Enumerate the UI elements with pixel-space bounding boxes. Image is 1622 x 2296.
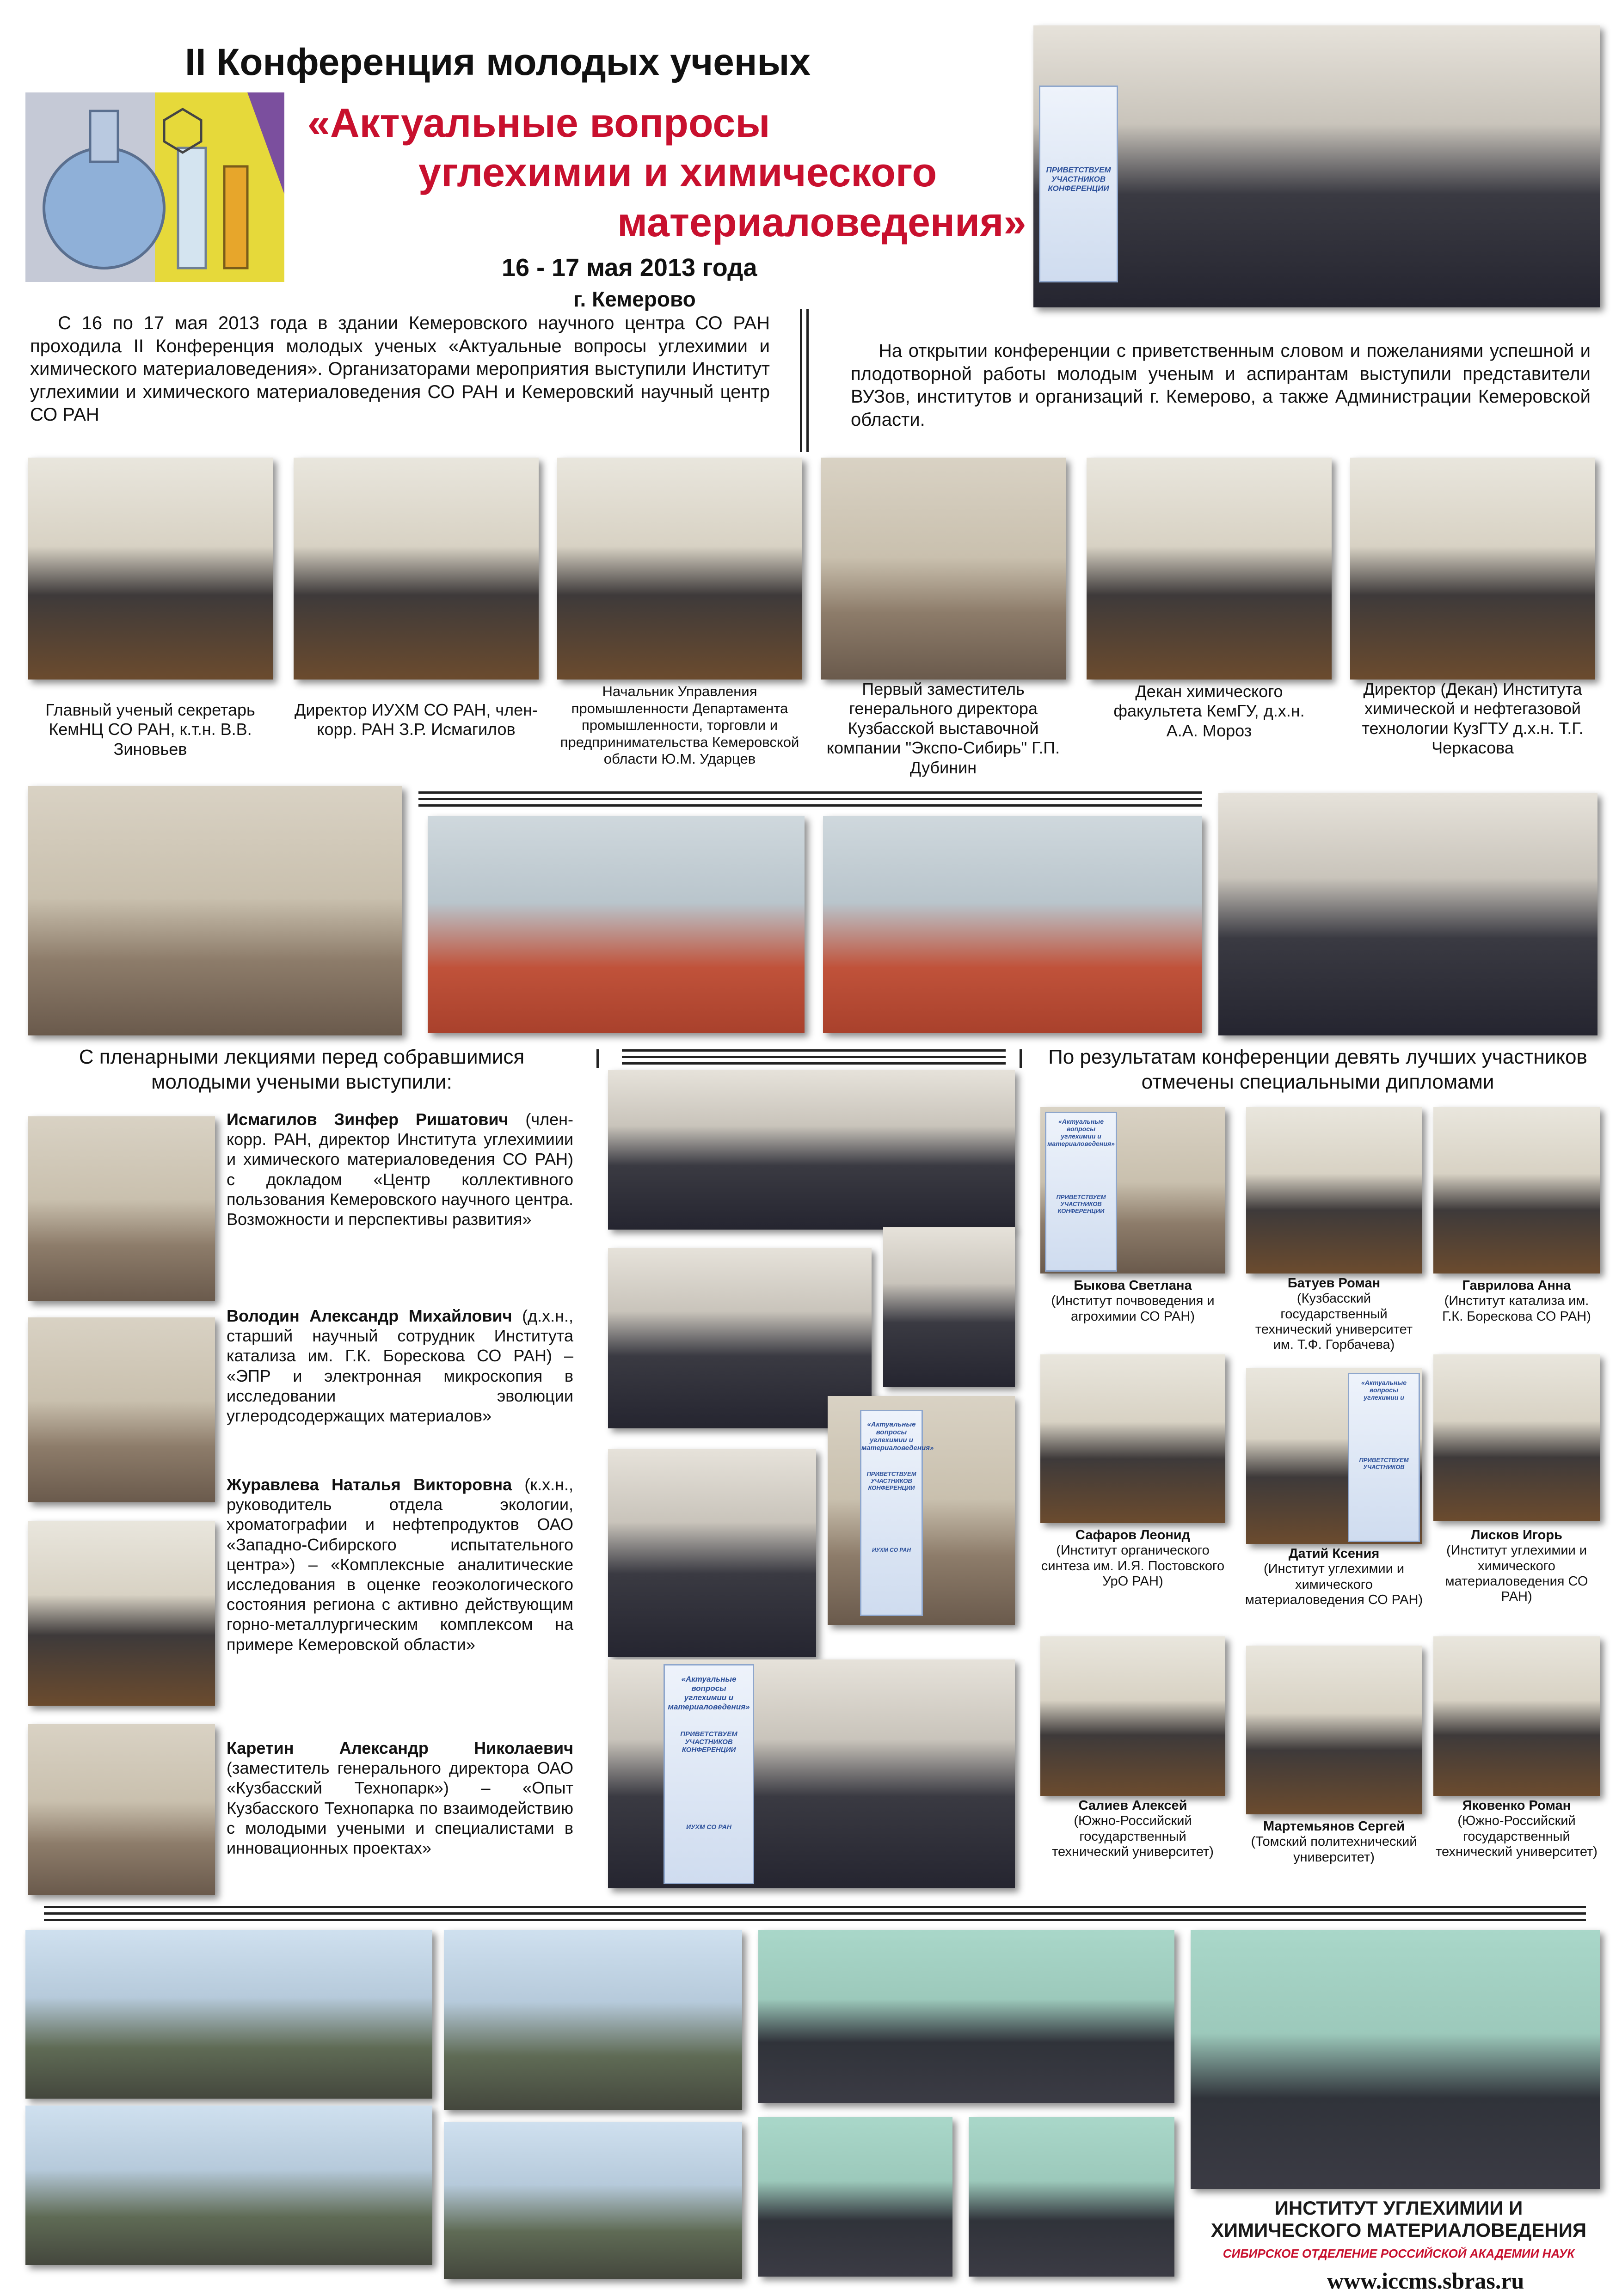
lecture-item-2 <box>227 1306 573 1426</box>
speaker-caption-3: Начальник Управления промышленности Департамента промышленности, торговли и предпринимательства Кемеровской области Ю.М. Ударцев <box>560 683 799 767</box>
collage-photo-5 <box>828 1396 1015 1625</box>
winner-caption-9 <box>1433 1798 1600 1860</box>
divider-vertical-2 <box>806 309 809 452</box>
winner-caption-8 <box>1246 1819 1422 1865</box>
winner-caption-4 <box>1040 1528 1225 1589</box>
conference-banner: «Актуальные вопросы углехимии и материаловедения» ПРИВЕТСТВУЕМ УЧАСТНИКОВ КОНФЕРЕНЦИИ ИУХМ СО РАН <box>664 1664 754 1884</box>
lecture-description: (член-корр. РАН, директор Института углехимиии и химического материаловедения СО РАН) с докладом «Центр коллективного пользования Кемеровского научного центра. Возможности и перспективы развития» <box>227 1110 573 1229</box>
intro-text-left: С 16 по 17 мая 2013 года в здании Кемеровского научного центра СО РАН проходила II Конференция молодых ученых «Актуальные вопросы углехимии и химического материаловедения». Организаторами мероприятия выступили Институт углехимии и химического материаловедения СО РАН и Кемеровский научный центр СО РАН <box>30 313 770 425</box>
winner-caption-7 <box>1040 1798 1225 1860</box>
collage-photo-4 <box>608 1449 816 1657</box>
bottom-photo-8 <box>1191 1930 1600 2189</box>
winner-org: (Институт почвоведения и агрохимии СО РАН) <box>1051 1293 1215 1324</box>
winner-photo-2 <box>1246 1107 1422 1274</box>
conference-banner: «Актуальные вопросы углехимии и материаловедения» ПРИВЕТСТВУЕМ УЧАСТНИКОВ КОНФЕРЕНЦИИ <box>1045 1112 1117 1272</box>
winner-photo-1 <box>1040 1107 1225 1274</box>
lecture-speaker-name: Исмагилов Зинфер Ришатович <box>227 1110 509 1129</box>
bottom-rule-1 <box>44 1906 1586 1908</box>
speaker-caption-6: Директор (Декан) Института химической и нефтегазовой технологии КузГТУ д.х.н. Т.Г. Черкасова <box>1362 680 1584 758</box>
lecture-item-4 <box>227 1738 573 1858</box>
collage-top-rule-3 <box>622 1062 1006 1065</box>
bottom-photo-1 <box>25 1930 432 2099</box>
academy-branch: СИБИРСКОЕ ОТДЕЛЕНИЕ РОССИЙСКОЙ АКАДЕМИИ НАУК <box>1223 2247 1575 2260</box>
lecture-photo-3 <box>28 1521 215 1706</box>
lecture-speaker-name: Володин Александр Михайлович <box>227 1306 512 1325</box>
winner-org: (Южно-Российский государственный технический университет) <box>1052 1813 1214 1860</box>
winner-org: (Институт углехимии и химического материаловедения СО РАН) <box>1445 1543 1588 1604</box>
winner-name: Лисков Игорь <box>1471 1528 1562 1543</box>
winner-name: Мартемьянов Сергей <box>1263 1819 1405 1834</box>
bottom-photo-2 <box>25 2106 432 2265</box>
winner-name: Яковенко Роман <box>1462 1798 1571 1813</box>
winner-photo-9 <box>1433 1636 1600 1796</box>
group-photo-2 <box>1218 793 1597 1035</box>
winner-caption-1 <box>1040 1278 1225 1324</box>
subtitle-line-1: «Актуальные вопросы <box>307 100 770 146</box>
collage-photo-1 <box>608 1070 1015 1230</box>
winner-name: Быкова Светлана <box>1074 1278 1192 1293</box>
collage-photo-3 <box>883 1227 1015 1387</box>
speaker-photo-4 <box>821 458 1066 680</box>
institute-name-line-1: ИНСТИТУТ УГЛЕХИМИИ И <box>1274 2197 1523 2219</box>
winner-photo-3 <box>1433 1107 1600 1274</box>
conference-banner: «Актуальные вопросы углехимии и ПРИВЕТСТВУЕМ УЧАСТНИКОВ <box>1348 1373 1420 1542</box>
speaker-photo-2 <box>294 458 539 680</box>
winner-photo-6 <box>1433 1354 1600 1521</box>
bottom-photo-3 <box>444 1930 742 2110</box>
hall-photo-3 <box>823 816 1202 1033</box>
winner-caption-2 <box>1246 1276 1422 1353</box>
speaker-photo-5 <box>1087 458 1332 680</box>
awards-heading: По результатам конференции девять лучших участников отмечены специальными дипломами <box>1048 1046 1587 1093</box>
winner-org: (Южно-Российский государственный технический университет) <box>1436 1813 1597 1860</box>
winner-org: (Институт катализа им. Г.К. Борескова СО РАН) <box>1442 1293 1591 1324</box>
divider-rule-2 <box>418 798 1202 800</box>
winner-org: (Институт органического синтеза им. И.Я. Постовского УрО РАН) <box>1041 1543 1225 1589</box>
lecture-photo-2 <box>28 1317 215 1502</box>
bottom-photo-6 <box>758 2117 952 2277</box>
winner-name: Датий Ксения <box>1288 1546 1380 1561</box>
winner-name: Сафаров Леонид <box>1075 1528 1191 1543</box>
lecture-speaker-name: Каретин Александр Николаевич <box>227 1739 573 1757</box>
hall-photo-1 <box>28 786 402 1035</box>
lecture-description: (заместитель генерального директора ОАО «Кузбасский Технопарк») – «Опыт Кузбасского Технопарка по взаимодействию с молодыми учеными и специалистами в инновационных проектах» <box>227 1758 573 1857</box>
winner-org: (Кузбасский государственный технический университет им. Т.Ф. Горбачева) <box>1255 1291 1413 1353</box>
lecture-item-3 <box>227 1475 573 1654</box>
winner-photo-8 <box>1246 1646 1422 1814</box>
conference-date: 16 - 17 мая 2013 года <box>502 254 757 282</box>
conference-banner: ПРИВЕТСТВУЕМ УЧАСТНИКОВ КОНФЕРЕНЦИИ <box>1039 86 1118 282</box>
winner-name: Гаврилова Анна <box>1462 1278 1571 1293</box>
winner-org: (Институт углехимии и химического материаловедения СО РАН) <box>1245 1561 1423 1608</box>
speaker-caption-5: Декан химического факультета КемГУ, д.х.н. А.А. Мороз <box>1113 682 1305 740</box>
lectures-heading: С пленарными лекциями перед собравшимися молодыми учеными выступили: <box>79 1046 525 1093</box>
winner-caption-5 <box>1239 1546 1429 1608</box>
institute-logo <box>1195 2197 1602 2242</box>
lecture-photo-4 <box>28 1724 215 1895</box>
bottom-rule-3 <box>44 1919 1586 1921</box>
speaker-caption-2: Директор ИУХМ СО РАН, член-корр. РАН З.Р. Исмагилов <box>294 700 538 739</box>
lecture-description: (к.х.н., руководитель отдела экологии, хроматографии и нефтепродуктов ОАО «Западно-Сибирского испытательного центра») – «Комплексные аналитические исследования в оценке геоэкологического состояния региона с активно действующим горно-металлургическим комплексом на примере Кемеровской области» <box>227 1475 573 1654</box>
divider-vertical-3 <box>596 1049 599 1068</box>
bottom-photo-7 <box>969 2117 1174 2277</box>
divider-vertical-4 <box>1020 1049 1022 1068</box>
website-link[interactable]: www.iccms.sbras.ru <box>1327 2268 1524 2294</box>
header-illustration <box>25 92 284 282</box>
bottom-rule-2 <box>44 1912 1586 1915</box>
page-title: II Конференция молодых ученых <box>185 41 811 83</box>
divider-vertical-1 <box>800 309 802 452</box>
divider-rule-1 <box>418 791 1202 794</box>
bottom-photo-4 <box>444 2122 742 2279</box>
collage-photo-6 <box>608 1659 1015 1888</box>
speaker-photo-6 <box>1350 458 1595 680</box>
winner-photo-4 <box>1040 1354 1225 1523</box>
collage-top-rule-1 <box>622 1049 1006 1052</box>
winner-photo-5 <box>1246 1368 1422 1544</box>
winner-caption-3 <box>1433 1278 1600 1324</box>
intro-text-right: На открытии конференции с приветственным словом и пожеланиями успешной и плодотворной работы молодым ученым и аспирантам выступили представители ВУЗов, институтов и организаций г. Кемерово, а также Администрации Кемеровской области. <box>851 341 1591 430</box>
lecture-description: (д.х.н., старший научный сотрудник Института катализа им. Г.К. Борескова СО РАН) – «ЭПР и электронная микроскопия в исследовании эволюции углеродсодержащих материалов» <box>227 1306 573 1425</box>
lecture-photo-1 <box>28 1116 215 1301</box>
group-photo-top <box>1033 25 1600 307</box>
winner-org: (Томский политехнический университет) <box>1251 1834 1417 1865</box>
speaker-caption-1: Главный ученый секретарь КемНЦ СО РАН, к.т.н. В.В. Зиновьев <box>45 700 255 759</box>
lab-flask-icon <box>25 92 284 282</box>
subtitle-line-3: материаловедения» <box>617 199 1026 245</box>
speaker-photo-1 <box>28 458 273 680</box>
winner-name: Салиев Алексей <box>1078 1798 1187 1813</box>
subtitle-line-2: углехимии и химического <box>418 149 937 195</box>
speaker-photo-3 <box>557 458 802 680</box>
bottom-photo-5 <box>758 1930 1174 2103</box>
divider-rule-3 <box>418 804 1202 807</box>
institute-name-line-2: ХИМИЧЕСКОГО МАТЕРИАЛОВЕДЕНИЯ <box>1210 2219 1587 2241</box>
lecture-speaker-name: Журавлева Наталья Викторовна <box>227 1475 512 1494</box>
conference-banner: «Актуальные вопросы углехимии и материаловедения» ПРИВЕТСТВУЕМ УЧАСТНИКОВ КОНФЕРЕНЦИИ ИУХМ СО РАН <box>860 1410 923 1616</box>
conference-city: г. Кемерово <box>573 287 696 311</box>
speaker-caption-4: Первый заместитель генерального директора Кузбасской выставочной компании "Экспо-Сибирь" Г.П. Дубинин <box>826 680 1060 777</box>
collage-top-rule-2 <box>622 1056 1006 1058</box>
hall-photo-2 <box>428 816 805 1033</box>
winner-caption-6 <box>1433 1528 1600 1605</box>
winner-photo-7 <box>1040 1636 1225 1796</box>
lecture-item-1 <box>227 1109 573 1229</box>
winner-name: Батуев Роман <box>1287 1276 1381 1291</box>
